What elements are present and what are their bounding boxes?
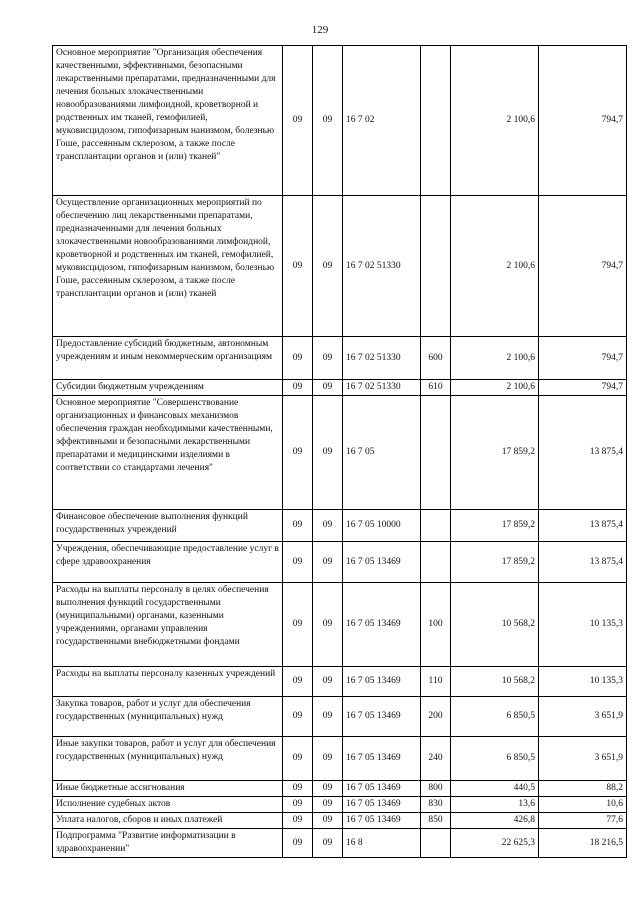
row-name: Основное мероприятие "Совершенствование организационных и финансовых механизмов обеспечения граждан необходимыми качественными, эффективными и безопасными лекарственными препаратами и медицинскими изделиями в соответствии со стандартами лечения" <box>53 396 283 510</box>
row-sum-2: 88,2 <box>539 781 627 797</box>
row-vr <box>421 196 451 337</box>
row-name: Предоставление субсидий бюджетным, автономным учреждениям и иным некоммерческим организациям <box>53 337 283 380</box>
row-vr: 610 <box>421 380 451 396</box>
row-pr: 09 <box>313 380 343 396</box>
row-pr: 09 <box>313 396 343 510</box>
row-pr: 09 <box>313 829 343 858</box>
row-vr: 240 <box>421 737 451 781</box>
row-sum-2: 13 875,4 <box>539 396 627 510</box>
row-rz: 09 <box>283 510 313 542</box>
row-rz: 09 <box>283 667 313 697</box>
row-sum-1: 17 859,2 <box>451 396 539 510</box>
table-row <box>53 737 627 781</box>
table-row <box>53 46 627 196</box>
row-csr: 16 7 05 13469 <box>343 797 421 813</box>
row-vr: 830 <box>421 797 451 813</box>
row-sum-2: 794,7 <box>539 196 627 337</box>
row-name: Уплата налогов, сборов и иных платежей <box>53 813 283 829</box>
row-pr: 09 <box>313 813 343 829</box>
row-pr: 09 <box>313 542 343 583</box>
row-vr: 600 <box>421 337 451 380</box>
row-name: Подпрограмма "Развитие информатизации в здравоохранении" <box>53 829 283 858</box>
row-vr: 800 <box>421 781 451 797</box>
row-csr: 16 7 05 13469 <box>343 781 421 797</box>
row-pr: 09 <box>313 583 343 667</box>
row-name: Субсидии бюджетным учреждениям <box>53 380 283 396</box>
table-row <box>53 510 627 542</box>
row-sum-2: 13 875,4 <box>539 542 627 583</box>
row-pr: 09 <box>313 46 343 196</box>
row-csr: 16 7 05 <box>343 396 421 510</box>
row-vr: 110 <box>421 667 451 697</box>
row-pr: 09 <box>313 510 343 542</box>
row-pr: 09 <box>313 737 343 781</box>
row-vr: 100 <box>421 583 451 667</box>
row-pr: 09 <box>313 667 343 697</box>
table-row <box>53 697 627 737</box>
row-sum-1: 2 100,6 <box>451 380 539 396</box>
row-sum-1: 6 850,5 <box>451 697 539 737</box>
table-row <box>53 396 627 510</box>
row-rz: 09 <box>283 380 313 396</box>
row-vr <box>421 396 451 510</box>
row-name: Основное мероприятие "Организация обеспечения качественными, эффективными, безопасными лекарственными препаратами, предназначенными для лечения больных злокачественными новообразованиями лимфоидной, кроветворной и родственных им тканей, гемофилией, муковисцидозом, гипофизарным нанизмом, болезнью Гоше, рассеянным склерозом, а также после трансплантации органов и (или) тканей" <box>53 46 283 196</box>
row-rz: 09 <box>283 337 313 380</box>
row-rz: 09 <box>283 583 313 667</box>
table-row <box>53 337 627 380</box>
row-name: Иные закупки товаров, работ и услуг для обеспечения государственных (муниципальных) нужд <box>53 737 283 781</box>
row-sum-1: 17 859,2 <box>451 542 539 583</box>
row-csr: 16 7 02 51330 <box>343 337 421 380</box>
row-sum-2: 3 651,9 <box>539 697 627 737</box>
row-sum-2: 794,7 <box>539 337 627 380</box>
row-pr: 09 <box>313 337 343 380</box>
row-name: Расходы на выплаты персоналу в целях обеспечения выполнения функций государственными (муниципальными) органами, казенными учреждениями, органами управления государственными внебюджетными фондами <box>53 583 283 667</box>
row-pr: 09 <box>313 781 343 797</box>
row-pr: 09 <box>313 797 343 813</box>
row-csr: 16 7 02 51330 <box>343 196 421 337</box>
row-csr: 16 7 02 51330 <box>343 380 421 396</box>
row-csr: 16 7 02 <box>343 46 421 196</box>
row-rz: 09 <box>283 396 313 510</box>
row-vr <box>421 829 451 858</box>
row-sum-1: 2 100,6 <box>451 196 539 337</box>
row-pr: 09 <box>313 196 343 337</box>
row-sum-2: 10,6 <box>539 797 627 813</box>
row-sum-1: 426,8 <box>451 813 539 829</box>
row-rz: 09 <box>283 697 313 737</box>
row-rz: 09 <box>283 797 313 813</box>
row-name: Осуществление организационных мероприятий по обеспечению лиц лекарственными препаратами, предназначенными для лечения больных злокачественными новообразованиями лимфоидной, кроветворной и родственных им тканей, гемофилией, муковисцидозом, гипофизарным нанизмом, болезнью Гоше, рассеянным склерозом, а также после трансплантации органов и (или) тканей <box>53 196 283 337</box>
row-sum-1: 2 100,6 <box>451 337 539 380</box>
row-csr: 16 7 05 13469 <box>343 583 421 667</box>
row-sum-1: 6 850,5 <box>451 737 539 781</box>
row-sum-1: 2 100,6 <box>451 46 539 196</box>
row-sum-1: 22 625,3 <box>451 829 539 858</box>
row-sum-2: 13 875,4 <box>539 510 627 542</box>
row-vr <box>421 46 451 196</box>
row-name: Учреждения, обеспечивающие предоставление услуг в сфере здравоохранения <box>53 542 283 583</box>
row-sum-1: 10 568,2 <box>451 667 539 697</box>
row-rz: 09 <box>283 196 313 337</box>
row-sum-1: 10 568,2 <box>451 583 539 667</box>
row-rz: 09 <box>283 542 313 583</box>
table-row <box>53 797 627 813</box>
row-csr: 16 8 <box>343 829 421 858</box>
row-csr: 16 7 05 13469 <box>343 542 421 583</box>
row-sum-1: 440,5 <box>451 781 539 797</box>
row-sum-1: 17 859,2 <box>451 510 539 542</box>
row-rz: 09 <box>283 737 313 781</box>
row-sum-2: 10 135,3 <box>539 583 627 667</box>
budget-table <box>52 45 627 858</box>
table-row <box>53 829 627 858</box>
table-row <box>53 380 627 396</box>
row-rz: 09 <box>283 46 313 196</box>
row-csr: 16 7 05 10000 <box>343 510 421 542</box>
page-number: 129 <box>311 24 329 36</box>
row-csr: 16 7 05 13469 <box>343 667 421 697</box>
row-vr: 200 <box>421 697 451 737</box>
table-row <box>53 667 627 697</box>
row-sum-2: 3 651,9 <box>539 737 627 781</box>
row-sum-2: 77,6 <box>539 813 627 829</box>
row-rz: 09 <box>283 829 313 858</box>
row-vr <box>421 510 451 542</box>
row-vr <box>421 542 451 583</box>
table-row <box>53 781 627 797</box>
table-row <box>53 196 627 337</box>
row-name: Исполнение судебных актов <box>53 797 283 813</box>
row-csr: 16 7 05 13469 <box>343 813 421 829</box>
row-name: Закупка товаров, работ и услуг для обеспечения государственных (муниципальных) нужд <box>53 697 283 737</box>
row-pr: 09 <box>313 697 343 737</box>
row-rz: 09 <box>283 781 313 797</box>
row-name: Финансовое обеспечение выполнения функций государственных учреждений <box>53 510 283 542</box>
row-name: Иные бюджетные ассигнования <box>53 781 283 797</box>
table-row <box>53 542 627 583</box>
row-name: Расходы на выплаты персоналу казенных учреждений <box>53 667 283 697</box>
row-rz: 09 <box>283 813 313 829</box>
table-row <box>53 583 627 667</box>
row-sum-2: 18 216,5 <box>539 829 627 858</box>
table-row <box>53 813 627 829</box>
row-sum-2: 794,7 <box>539 380 627 396</box>
row-vr: 850 <box>421 813 451 829</box>
row-csr: 16 7 05 13469 <box>343 697 421 737</box>
row-csr: 16 7 05 13469 <box>343 737 421 781</box>
row-sum-2: 794,7 <box>539 46 627 196</box>
row-sum-2: 10 135,3 <box>539 667 627 697</box>
row-sum-1: 13,6 <box>451 797 539 813</box>
